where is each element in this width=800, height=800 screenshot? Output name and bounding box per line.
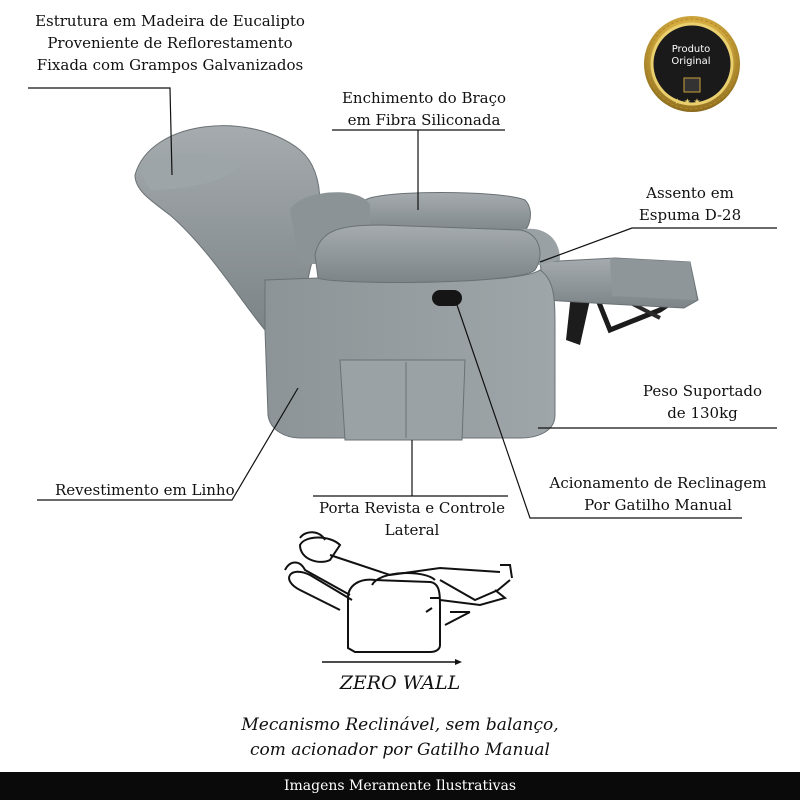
label-peso-line-1: Peso Suportado — [642, 382, 763, 400]
label-assento — [630, 182, 750, 226]
label-assento-line-2: Espuma D-28 — [638, 206, 742, 224]
footer-disclaimer: Imagens Meramente Ilustrativas — [0, 772, 800, 800]
label-assento-line-1: Assento em — [646, 184, 734, 202]
badge-line-2: Original — [671, 56, 711, 67]
description-line-1: Mecanismo Reclinável, sem balanço, — [241, 715, 559, 735]
mechanism-description — [200, 713, 600, 763]
description-line-2: com acionador por Gatilho Manual — [249, 740, 550, 760]
label-enchimento-line-2: em Fibra Siliconada — [347, 111, 501, 129]
label-estrutura-line-2: Proveniente de Reflorestamento — [47, 34, 293, 52]
label-enchimento-line-1: Enchimento do Braço — [341, 89, 507, 107]
zero-wall-caption: ZERO WALL — [339, 672, 461, 694]
label-revestimento — [55, 479, 235, 501]
label-revestimento-line-1: Revestimento em Linho — [55, 481, 235, 499]
label-estrutura — [30, 10, 310, 76]
label-porta-line-1: Porta Revista e Controle — [318, 499, 506, 517]
label-acionamento — [540, 472, 776, 516]
trigger-handle — [432, 290, 462, 306]
label-estrutura-line-3: Fixada com Grampos Galvanizados — [36, 56, 304, 74]
label-porta — [312, 497, 512, 541]
front-arm — [315, 225, 540, 283]
zero-wall-diagram — [285, 532, 512, 665]
label-acionamento-line-2: Por Gatilho Manual — [584, 496, 732, 514]
magazine-pocket — [340, 360, 465, 440]
label-enchimento — [330, 87, 518, 131]
label-estrutura-line-1: Estrutura em Madeira de Eucalipto — [35, 12, 305, 30]
svg-text:★ ★ ★: ★ ★ ★ — [674, 97, 701, 106]
label-acionamento-line-1: Acionamento de Reclinagem — [549, 474, 767, 492]
label-peso-line-2: de 130kg — [667, 404, 738, 422]
label-peso — [630, 380, 775, 424]
label-porta-line-2: Lateral — [384, 521, 440, 539]
badge-line-1: Produto — [671, 44, 711, 55]
